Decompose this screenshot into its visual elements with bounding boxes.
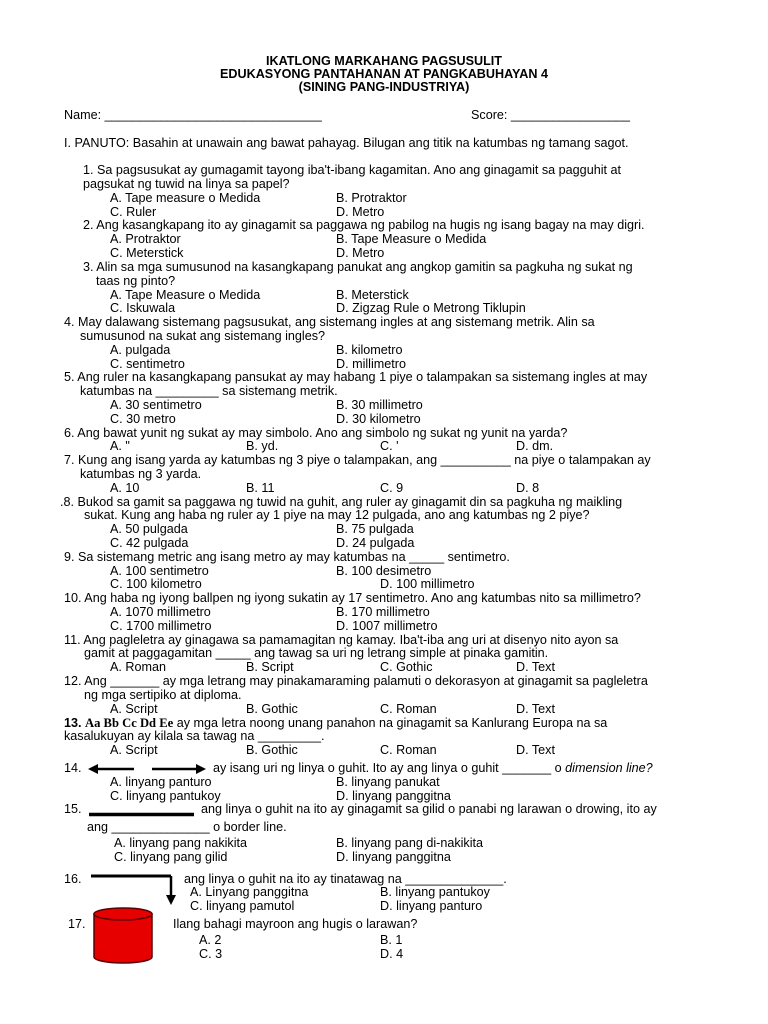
leader-line-icon [91,874,181,906]
answer-choice[interactable]: A. 1070 millimetro [110,605,211,619]
answer-choice[interactable]: B. 1 [380,933,403,947]
thick-line-icon [89,812,194,817]
answer-choice[interactable]: B. linyang pang di-nakikita [336,836,484,850]
question-text: 10. Ang haba ng iyong ballpen ng iyong sukatin ay 17 sentimetro. Ano ang katumbas nito sa millimetro? [64,591,641,605]
question-text: 4. May dalawang sistemang pagsusukat, ang sistemang ingles at ang sistemang metrik. Alin sa [64,315,595,329]
answer-choice[interactable]: A. 50 pulgada [110,522,188,536]
answer-choice[interactable]: D. Metro [336,205,385,219]
question-text: .8. Bukod sa gamit sa paggawa ng tuwid na guhit, ang ruler ay ginagamit din sa pagkuha ng maikling [60,495,623,509]
answer-choice[interactable]: A. Tape Measure o Medida [110,288,261,302]
answer-choice[interactable]: B. Script [246,660,294,674]
answer-choice[interactable]: D. Text [516,702,555,716]
answer-choice[interactable]: C. linyang pantukoy [110,789,221,803]
answer-choice[interactable]: D. dm. [516,439,554,453]
answer-choice[interactable]: D. linyang panggitna [336,789,451,803]
answer-choice[interactable]: B. yd. [246,439,279,453]
question-14-text [213,762,653,775]
answer-choice[interactable]: A. Script [110,743,158,757]
question-text: katumbas na _________ sa sistemang metrik. [80,384,338,398]
answer-choice[interactable]: C. Gothic [380,660,433,674]
question-text: sumusunod na sukat ang sistemang ingles? [80,329,326,343]
answer-choice[interactable]: D. 4 [380,947,404,961]
answer-choice[interactable]: B. Gothic [246,743,298,757]
question-text: ang linya o guhit na ito ay tinatawag na ______________. [184,872,507,886]
answer-choice[interactable]: B. Gothic [246,702,298,716]
answer-choice[interactable]: D. 1007 millimetro [336,619,438,633]
answer-choice[interactable]: C. linyang pang gilid [114,850,228,864]
answer-choice[interactable]: D. millimetro [336,357,406,371]
question-text: taas ng pinto? [96,274,176,288]
lettering-sample: Aa Bb Cc Dd Ee [85,716,174,730]
answer-choice[interactable]: B. 30 millimetro [336,398,423,412]
question-text: 12. Ang _______ ay mga letrang may pinakamaraming palamuti o dekorasyon at ginagamit sa pagleletra [64,674,648,688]
answer-choice[interactable]: D. 30 kilometro [336,412,421,426]
answer-choice[interactable]: D. 24 pulgada [336,536,415,550]
question-text: ang linya o guhit na ito ay ginagamit sa gilid o panabi ng larawan o drowing, ito ay [201,802,657,816]
question-text: ng mga sertipiko at diploma. [84,688,242,702]
answer-choice[interactable]: B. linyang pantukoy [380,885,490,899]
question-text: 5. Ang ruler na kasangkapang pansukat ay may habang 1 piye o talampakan sa sistemang ingles at may [64,370,648,384]
question-13-number: 13. [64,716,82,730]
answer-choice[interactable]: C. 100 kilometro [110,577,202,591]
answer-choice[interactable]: A. 2 [199,933,222,947]
question-14-italic: dimension line? [565,761,653,775]
question-text: katumbas ng 3 yarda. [80,467,202,481]
question-text: 17. [68,917,86,931]
answer-choice[interactable]: A. Script [110,702,158,716]
double-arrow-icon [88,764,206,774]
question-text: Ilang bahagi mayroon ang hugis o larawan? [173,917,418,931]
answer-choice[interactable]: C. sentimetro [110,357,185,371]
question-text: ang ______________ o border line. [87,820,287,834]
answer-choice[interactable]: A. Protraktor [110,232,181,246]
subject-title: EDUKASYONG PANTAHANAN AT PANGKABUHAYAN 4 [220,67,548,81]
answer-choice[interactable]: C. linyang pamutol [190,899,295,913]
question-text: gamit at paggagamitan _____ ang tawag sa uri ng letrang simple at pinaka gamitin. [84,646,549,660]
answer-choice[interactable]: A. " [110,439,130,453]
question-13-text: ay mga letra noong unang panahon na ginagamit sa Kanlurang Europa na sa [176,716,608,730]
answer-choice[interactable]: C. 1700 millimetro [110,619,212,633]
answer-choice[interactable]: B. 75 pulgada [336,522,414,536]
answer-choice[interactable]: C. 9 [380,481,404,495]
answer-choice[interactable]: B. Tape Measure o Medida [336,232,487,246]
question-text: kasalukuyan ay kilala sa tawag na _________. [64,729,325,743]
answer-choice[interactable]: D. Text [516,660,555,674]
answer-choice[interactable]: B. 11 [246,481,275,495]
answer-choice[interactable]: A. linyang pang nakikita [114,836,248,850]
answer-choice[interactable]: C. 3 [199,947,223,961]
cylinder-icon [92,907,154,965]
answer-choice[interactable]: D. Zigzag Rule o Metrong Tiklupin [336,301,526,315]
answer-choice[interactable]: A. 100 sentimetro [110,564,209,578]
answer-choice[interactable]: B. kilometro [336,343,403,357]
question-text: 6. Ang bawat yunit ng sukat ay may simbolo. Ano ang simbolo ng sukat ng yunit na yarda? [64,426,568,440]
question-text: 9. Sa sistemang metric ang isang metro ay may katumbas na _____ sentimetro. [64,550,510,564]
answer-choice[interactable]: B. 100 desimetro [336,564,432,578]
answer-choice[interactable]: A. Roman [110,660,166,674]
answer-choice[interactable]: A. 30 sentimetro [110,398,202,412]
answer-choice[interactable]: D. Metro [336,246,385,260]
exam-title: IKATLONG MARKAHANG PAGSUSULIT [265,54,502,68]
answer-choice[interactable]: A. 10 [110,481,140,495]
answer-choice[interactable]: C. Ruler [110,205,157,219]
score-field[interactable]: Score: _________________ [471,108,630,122]
question-text: pagsukat ng tuwid na linya sa papel? [83,177,290,191]
answer-choice[interactable]: C. 30 metro [110,412,176,426]
question-text: 2. Ang kasangkapang ito ay ginagamit sa paggawa ng pabilog na hugis ng isang bagay na may digri. [83,218,645,232]
instructions: I. PANUTO: Basahin at unawain ang bawat pahayag. Bilugan ang titik na katumbas ng tamang sagot. [64,136,629,150]
answer-choice[interactable]: C. Meterstick [110,246,184,260]
answer-choice[interactable]: C. Roman [380,702,437,716]
answer-choice[interactable]: D. linyang panggitna [336,850,451,864]
answer-choice[interactable]: B. Meterstick [336,288,409,302]
question-text: 1. Sa pagsusukat ay gumagamit tayong iba't-ibang kagamitan. Ano ang ginagamit sa pagguhit at [83,163,621,177]
answer-choice[interactable]: A. Tape measure o Medida [110,191,261,205]
answer-choice[interactable]: D. Text [516,743,555,757]
answer-choice[interactable]: A. Linyang panggitna [190,885,309,899]
answer-choice[interactable]: D. linyang panturo [380,899,483,913]
answer-choice[interactable]: C. Roman [380,743,437,757]
answer-choice[interactable]: B. linyang panukat [336,775,440,789]
question-text: 15. [64,802,82,816]
answer-choice[interactable]: B. 170 millimetro [336,605,430,619]
question-text: 14. [64,761,82,775]
answer-choice[interactable]: A. linyang panturo [110,775,212,789]
question-text: 3. Alin sa mga sumusunod na kasangkapang panukat ang angkop gamitin sa pagkuha ng sukat ng [83,260,633,274]
subject-subtitle: (SINING PANG-INDUSTRIYA) [298,80,470,94]
question-14-main: ay isang uri ng linya o guhit. Ito ay ang linya o guhit _______ o [213,761,562,775]
name-field[interactable]: Name: _______________________________ [64,108,322,122]
answer-choice[interactable]: A. pulgada [110,343,171,357]
answer-choice[interactable]: D. 100 millimetro [380,577,475,591]
question-text: sukat. Kung ang haba ng ruler ay 1 piye na may 12 pulgada, ano ang katumbas ng 2 piye? [84,508,590,522]
answer-choice[interactable]: C. 42 pulgada [110,536,189,550]
answer-choice[interactable]: B. Protraktor [336,191,407,205]
question-text: 7. Kung ang isang yarda ay katumbas ng 3 piye o talampakan, ang __________ na piye o talampakan ay [64,453,651,467]
answer-choice[interactable]: C. ' [380,439,399,453]
answer-choice[interactable]: D. 8 [516,481,540,495]
question-text: 11. Ang pagleletra ay ginagawa sa pamamagitan ng kamay. Iba't-iba ang uri at disenyo nito ayon sa [64,633,619,647]
question-text: 16. [64,872,82,886]
answer-choice[interactable]: C. Iskuwala [110,301,176,315]
question-13 [64,717,607,730]
